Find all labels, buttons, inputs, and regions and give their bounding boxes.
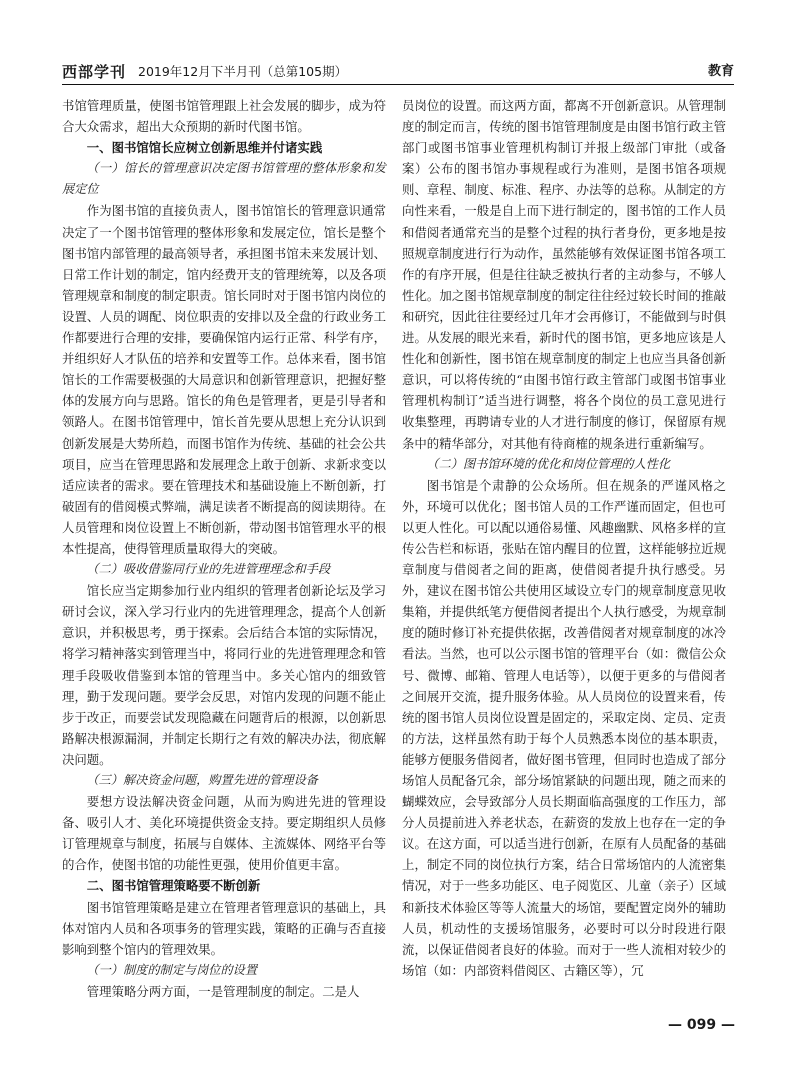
right-column: [402, 95, 726, 981]
section-heading: 一、图书馆馆长应树立创新思维并付诸实践: [86, 140, 323, 156]
page-header: [62, 62, 734, 84]
subsection-heading: （二）吸收借鉴同行业的先进管理理念和手段: [86, 562, 331, 577]
paragraph: 馆长应当定期参加行业内组织的管理者创新论坛及学习研讨会议，深入学习行业内的先进管理理念，提高个人创新意识，并积极思考，勇于探索。会后结合本馆的实际情况，将学习精神落实到管理当中，将同行业的先进管理理念和管理手段吸收借鉴到本馆的管理当中。多关心馆内的细致管理，勤于发现问题。要学会反思，对馆内发现的问题不能止步于改正，而要尝试发现隐藏在问题背后的根源，以创新思路解决根源漏洞，并制定长期行之有效的解决办法，彻底解决问题。: [62, 583, 386, 767]
page-number: — 099 —: [668, 1017, 735, 1033]
section-heading: 二、图书馆管理策略要不断创新: [86, 878, 261, 894]
header-rule: [62, 84, 734, 85]
section-label: 教育: [707, 64, 734, 79]
paragraph: 作为图书馆的直接负责人，图书馆馆长的管理意识通常决定了一个图书馆管理的整体形象和发展定位，馆长是整个图书馆内部管理的最高领导者，承担图书馆未来发展计划、日常工作计划的制定，馆内经费开支的管理统筹，以及各项管理规章和制度的制定职责。馆长同时对于图书馆内岗位的设置、人员的调配、岗位职责的安排以及全盘的行政业务工作都要进行合理的安排，要确保馆内运行正常、科学有序，并组织好人才队伍的培养和安置等工作。总体来看，图书馆馆长的工作需要极强的大局意识和创新管理意识，把握好整体的发展方向与思路。馆长的角色是管理者，更是引导者和领路人。在图书馆管理中，馆长首先要从思想上充分认识到创新发展是大势所趋，而图书馆作为传统、基础的社会公共项目，应当在管理思路和发展理念上敢于创新、求新求变以适应读者的需求。要在管理技术和基础设施上不断创新，打破固有的借阅模式弊端，满足读者不断提高的阅读期待。在人员管理和岗位设置上不断创新，带动图书馆管理水平的根本性提高，使得管理质量取得大的突破。: [62, 203, 386, 556]
subsection-heading: （一）馆长的管理意识决定图书馆管理的整体形象和发展定位: [62, 161, 386, 197]
paragraph: 员岗位的设置。而这两方面，都离不开创新意识。从管理制度的制定而言，传统的图书馆管理制度是由图书馆行政主管部门或图书馆事业管理机构制订并报上级部门审批（或备案）公布的图书馆办事规程或行为准则，是图书馆各项规则、章程、制度、标准、程序、办法等的总称。从制定的方向性来看，一般是自上而下进行制定的，图书馆的工作人员和借阅者通常充当的是整个过程的执行者身份，更多地是按照规章制度进行行为动作，虽然能够有效保证图书馆各项工作的有序开展，但是往往缺乏被执行者的主动参与，不够人性化。加之图书馆规章制度的制定往往经过较长时间的推敲和研究，因此往往要经过几年才会再修订，不能做到与时俱进。从发展的眼光来看，新时代的图书馆，更多地应该是人性化和创新性，图书馆在规章制度的制定上也应当具备创新意识，可以将传统的“由图书馆行政主管部门或图书馆事业管理机构制订”适当进行调整，将各个岗位的员工意见进行收集整理，再聘请专业的人才进行制度的修订，保留原有规条中的精华部分，对其他有待商榷的规条进行重新编写。: [402, 98, 726, 451]
subsection-heading: （三）解决资金问题，购置先进的管理设备: [86, 773, 318, 787]
paragraph: 要想方设法解决资金问题，从而为购进先进的管理设备、吸引人才、美化环境提供资金支持。要定期组织人员修订管理规章与制度，拓展与自媒体、主流媒体、网络平台等的合作，使图书馆的功能性更强，使用价值更丰富。: [62, 794, 386, 873]
paragraph: 管理策略分两方面，一是管理制度的制定。二是人: [86, 983, 360, 999]
issue-info: 2019年12月下半月刊（总第105期）: [138, 64, 348, 79]
paragraph: 图书馆管理策略是建立在管理者管理意识的基础上，具体对馆内人员和各项事务的管理实践，策略的正确与否直接影响到整个馆内的管理效果。: [62, 899, 386, 957]
subsection-heading: （一）制度的制定与岗位的设置: [86, 962, 258, 977]
paragraph: 书馆管理质量，使图书馆管理跟上社会发展的脚步，成为符合大众需求，超出大众预期的新时代图书馆。: [62, 98, 386, 135]
journal-logo: 西部学刊: [62, 63, 127, 81]
left-column: [62, 95, 386, 1002]
paragraph: 图书馆是个肃静的公众场所。但在规条的严谨风格之外，环境可以优化；图书馆人员的工作严谨而固定，但也可以更人性化。可以配以通俗易懂、风趣幽默、风格多样的宣传公告栏和标语，张贴在馆内醒目的位置，这样能够拉近规章制度与借阅者之间的距离，使借阅者提升执行感受。另外，建议在图书馆公共使用区域设立专门的规章制度意见收集箱，并提供纸笔方便借阅者提出个人执行感受，为规章制度的随时修订补充提供依据，改善借阅者对规章制度的冰冷看法。当然，也可以公示图书馆的管理平台（如：微信公众号、微博、邮箱、管理人电话等），以便于更多的与借阅者之间展开交流，提升服务体验。从人员岗位的设置来看，传统的图书馆人员岗位设置是固定的，采取定岗、定员、定责的方法，这样虽然有助于每个人员熟悉本岗位的基本职责，能够方便服务借阅者，做好图书管理，但同时也造成了部分场馆人员配备冗余，部分场馆紧缺的问题出现，随之而来的蝴蝶效应，会导致部分人员长期面临高强度的工作压力，部分人员提前进入养老状态，在薪资的发放上也存在一定的争议。在这方面，可以适当进行创新，在原有人员配备的基础上，制定不同的岗位执行方案，结合日常场馆内的人流密集情况，对于一些多功能区、电子阅览区、儿童（亲子）区域和新技术体验区等等人流量大的场馆，要配置定岗外的辅助人员，机动性的支援场馆服务，必要时可以分时段进行限流，以保证借阅者良好的体验。而对于一些人流相对较少的场馆（如：内部资料借阅区、古籍区等），冗: [402, 477, 726, 978]
subsection-heading: （二）图书馆环境的优化和岗位管理的人性化: [426, 456, 671, 471]
